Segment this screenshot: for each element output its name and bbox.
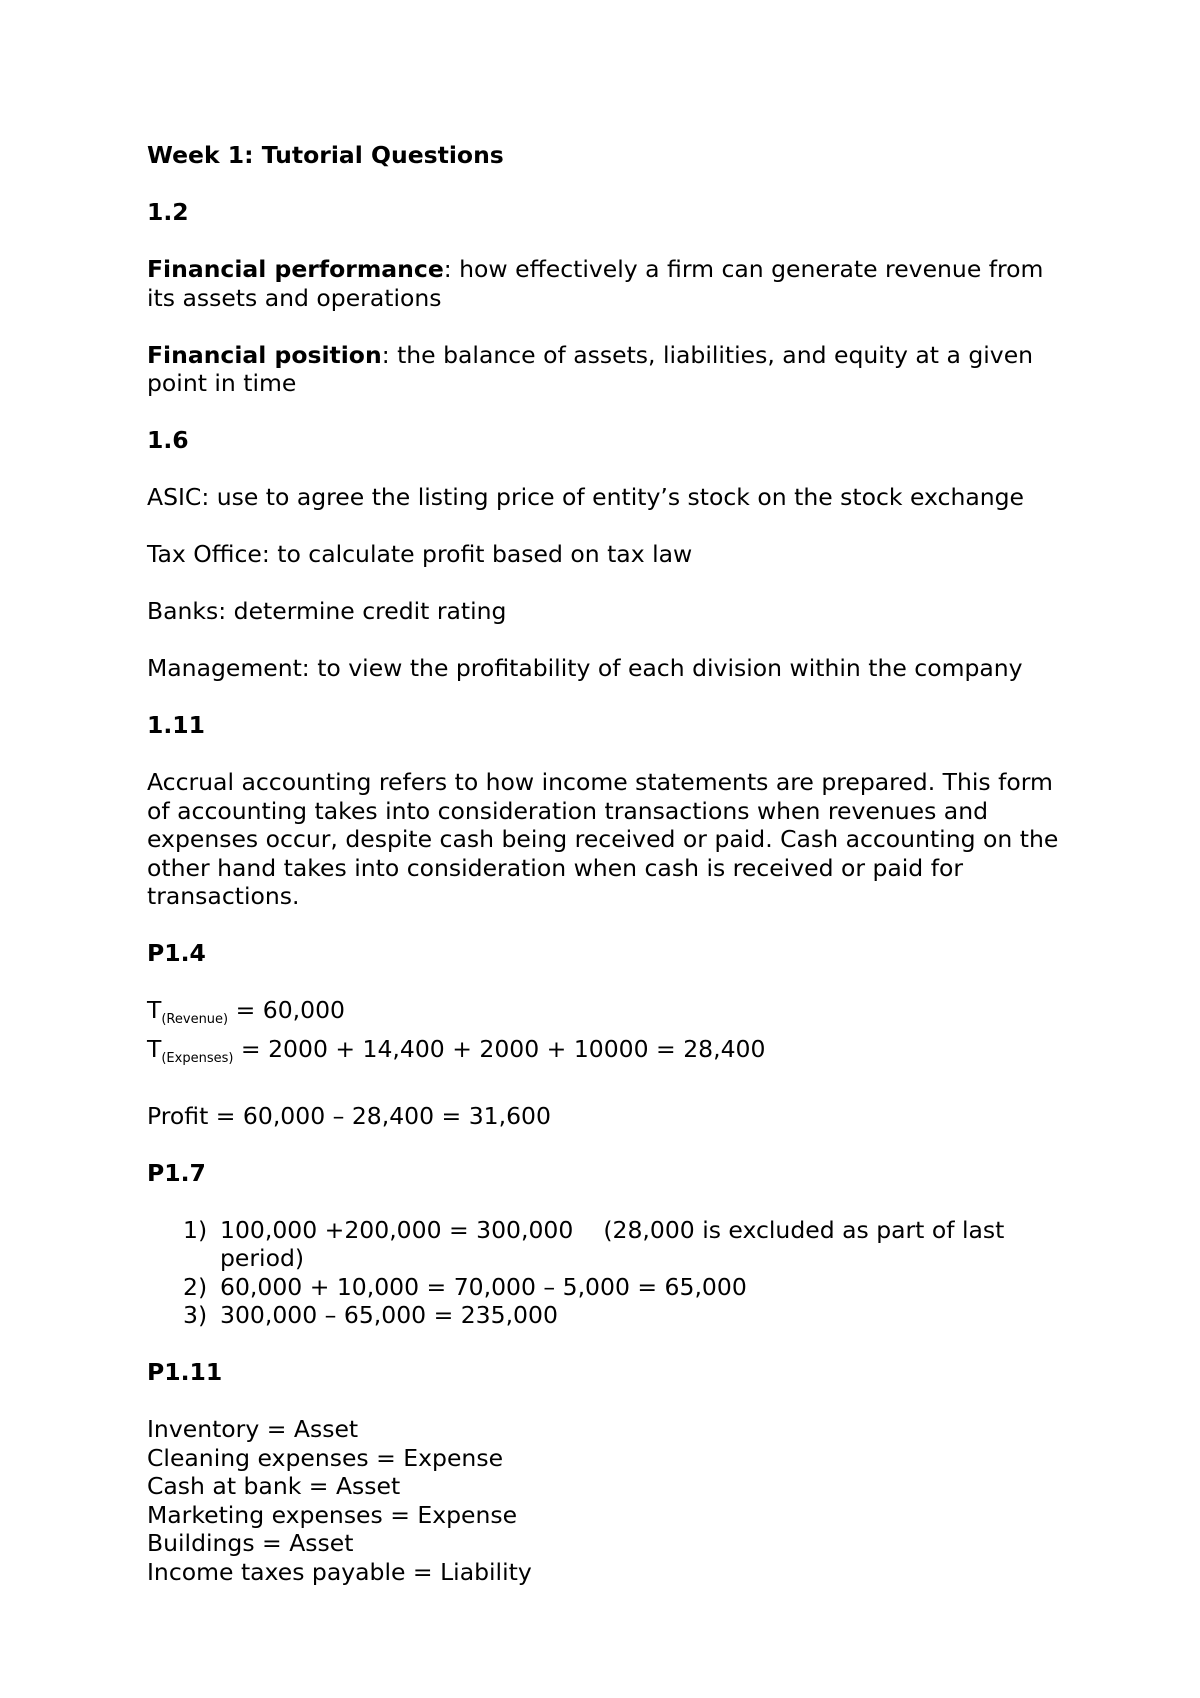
user-management: Management: to view the profitability of each division within the company xyxy=(147,654,1023,682)
classification-line: Cleaning expenses = Expense xyxy=(147,1443,504,1472)
document-title: Week 1: Tutorial Questions xyxy=(147,141,504,169)
list-item xyxy=(147,1216,1077,1273)
heading-1-2: 1.2 xyxy=(147,198,189,226)
expenses-subscript: (Expenses) xyxy=(161,1050,234,1066)
list-item xyxy=(147,1273,1077,1302)
expenses-equation: = 2000 + 14,400 + 2000 + 10000 = 28,400 xyxy=(233,1034,766,1063)
revenue-equation: = 60,000 xyxy=(228,996,345,1024)
financial-position-term: Financial position xyxy=(147,340,382,369)
heading-1-11: 1.11 xyxy=(147,711,205,739)
user-tax-office: Tax Office: to calculate profit based on tax law xyxy=(147,540,693,568)
revenue-subscript: (Revenue) xyxy=(161,1012,229,1027)
user-asic: ASIC: use to agree the listing price of entity’s stock on the stock exchange xyxy=(147,483,1025,511)
heading-1-6: 1.6 xyxy=(147,426,189,454)
list-item-text: 60,000 + 10,000 = 70,000 – 5,000 = 65,000 xyxy=(220,1272,747,1301)
list-item xyxy=(147,1301,1077,1330)
total-revenue-line xyxy=(147,996,1077,1035)
list-item-number: 1) xyxy=(183,1215,208,1244)
list-item-note: (28,000 is excluded as part of last period) xyxy=(220,1215,1005,1272)
list-item-number: 3) xyxy=(183,1301,208,1329)
financial-position-definition xyxy=(147,341,1077,398)
heading-p1-4: P1.4 xyxy=(147,939,206,967)
revenue-symbol: T xyxy=(147,996,162,1024)
total-expenses-line xyxy=(147,1035,1077,1074)
list-item-text: 300,000 – 65,000 = 235,000 xyxy=(220,1301,558,1329)
list-item-number: 2) xyxy=(183,1272,208,1301)
classification-line: Income taxes payable = Liability xyxy=(147,1557,532,1586)
heading-p1-11: P1.11 xyxy=(147,1358,223,1386)
classification-line: Inventory = Asset xyxy=(147,1415,359,1443)
financial-performance-text: : how effectively a firm can generate revenue from its assets and operations xyxy=(147,255,1044,312)
classification-line: Marketing expenses = Expense xyxy=(147,1500,518,1529)
heading-p1-7: P1.7 xyxy=(147,1158,206,1187)
calculation-list xyxy=(147,1216,1077,1330)
accrual-vs-cash-paragraph: Accrual accounting refers to how income statements are prepared. This form of accounting takes into consideration transactions when revenues and expenses occur, despite cash being received or paid. Cash accounting on the other hand takes into consideration when cash is received or paid for transactions. xyxy=(147,768,1059,910)
classification-line: Cash at bank = Asset xyxy=(147,1472,401,1500)
profit-line: Profit = 60,000 – 28,400 = 31,600 xyxy=(147,1101,551,1130)
financial-performance-definition xyxy=(147,255,1077,312)
expenses-symbol: T xyxy=(147,1034,162,1063)
user-banks: Banks: determine credit rating xyxy=(147,597,507,625)
document-page xyxy=(147,141,1077,1586)
financial-position-text: : the balance of assets, liabilities, and equity at a given point in time xyxy=(147,340,1034,397)
financial-performance-term: Financial performance xyxy=(147,255,444,283)
classification-line: Buildings = Asset xyxy=(147,1529,354,1557)
list-item-text: 100,000 +200,000 = 300,000 xyxy=(220,1215,574,1244)
